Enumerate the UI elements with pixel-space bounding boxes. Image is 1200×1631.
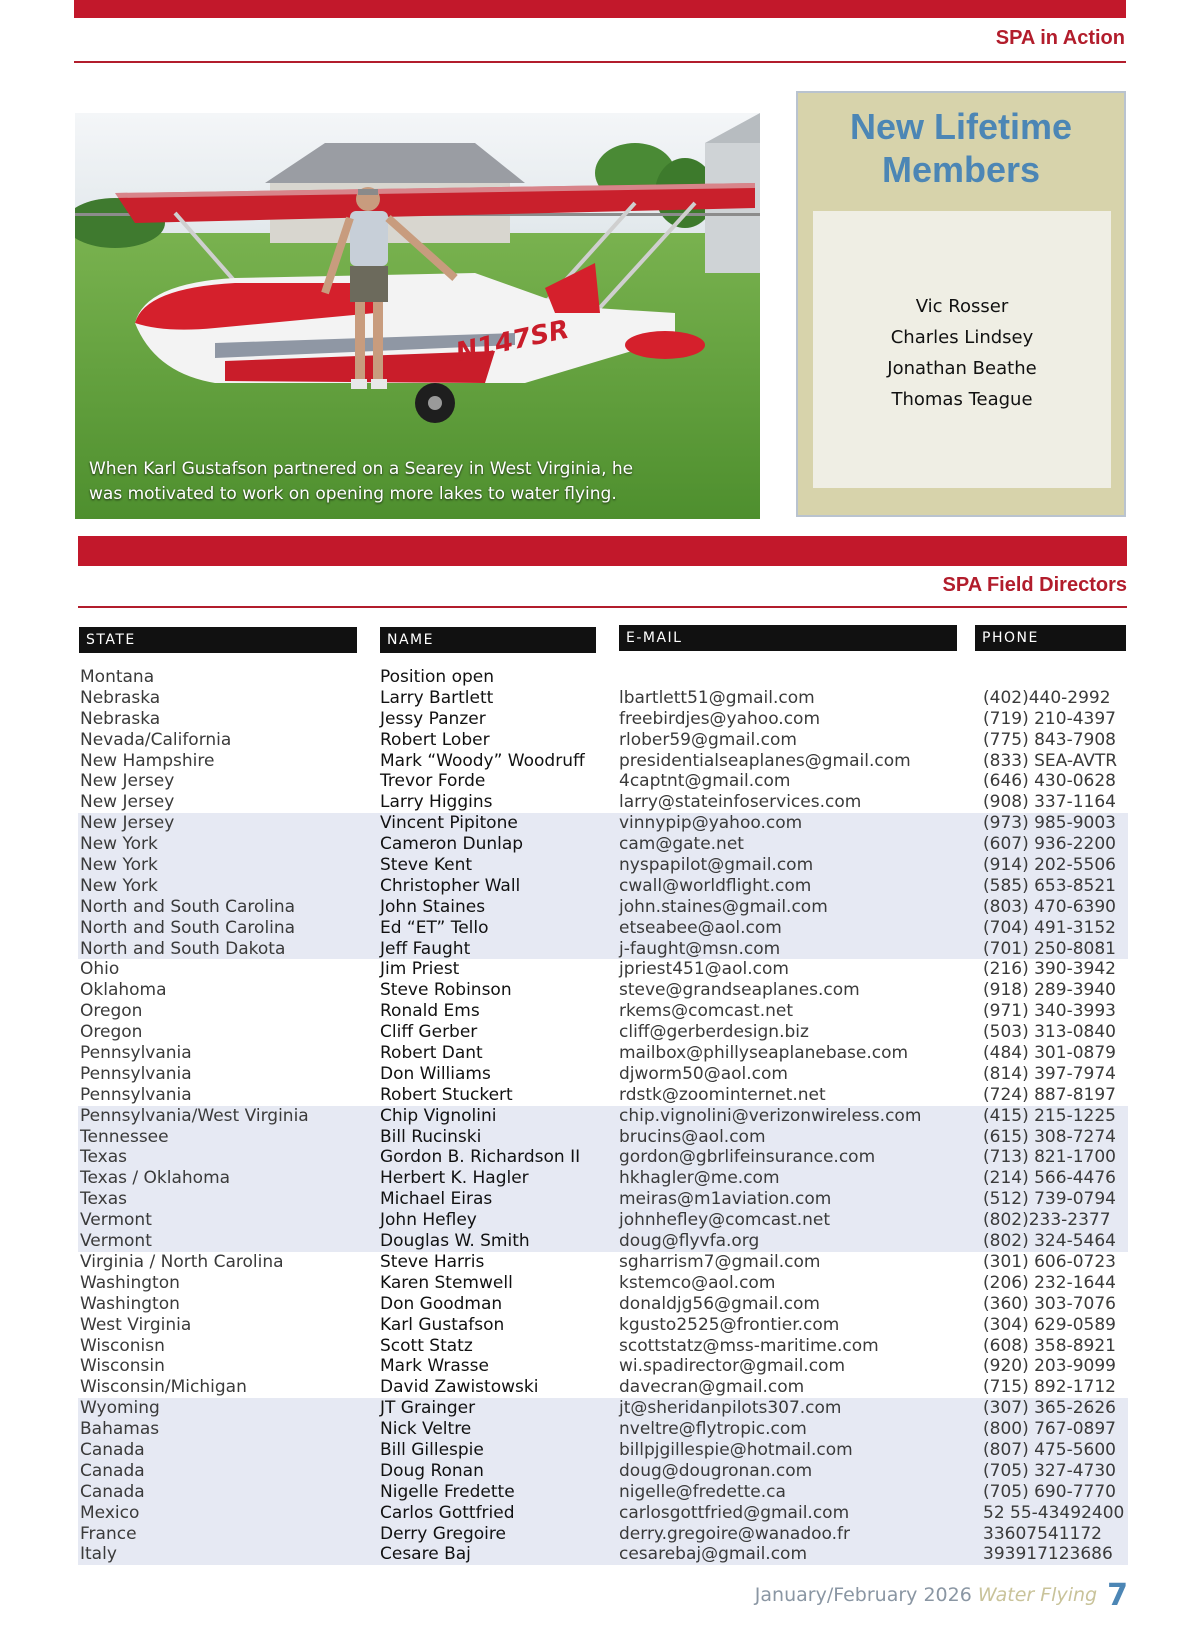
row-name: Douglas W. Smith bbox=[380, 1231, 530, 1252]
table-row bbox=[78, 1377, 1128, 1398]
lifetime-member: Jonathan Beathe bbox=[887, 358, 1037, 379]
column-header-phone: PHONE bbox=[975, 625, 1126, 651]
row-name: Ed “ET” Tello bbox=[380, 917, 489, 938]
table-row bbox=[78, 1043, 1128, 1064]
row-name: Chip Vignolini bbox=[380, 1105, 497, 1126]
row-email: sgharrism7@gmail.com bbox=[619, 1251, 821, 1272]
row-email: gordon@gbrlifeinsurance.com bbox=[619, 1147, 876, 1168]
row-email: cliff@gerberdesign.biz bbox=[619, 1022, 809, 1043]
row-email: brucins@aol.com bbox=[619, 1126, 766, 1147]
row-name: Bill Rucinski bbox=[380, 1126, 482, 1147]
row-state: Oregon bbox=[80, 1022, 143, 1043]
table-row bbox=[78, 980, 1128, 1001]
row-state: Tennessee bbox=[80, 1126, 169, 1147]
row-state: Texas bbox=[80, 1189, 127, 1210]
directors-rule bbox=[78, 606, 1127, 608]
row-name: Larry Bartlett bbox=[380, 687, 494, 708]
row-name: Robert Dant bbox=[380, 1043, 483, 1064]
row-state: Italy bbox=[80, 1544, 117, 1565]
row-state: New Jersey bbox=[80, 771, 175, 792]
row-email: jpriest451@aol.com bbox=[619, 959, 789, 980]
row-state: Texas / Oklahoma bbox=[80, 1168, 231, 1189]
row-phone: (585) 653-8521 bbox=[983, 875, 1116, 896]
section-title-field-directors: SPA Field Directors bbox=[942, 574, 1127, 596]
row-name: Robert Lober bbox=[380, 729, 490, 750]
row-state: Vermont bbox=[80, 1210, 152, 1231]
table-row bbox=[78, 1085, 1128, 1106]
table-row bbox=[78, 897, 1128, 918]
table-row bbox=[78, 939, 1128, 960]
row-email: rkems@comcast.net bbox=[619, 1001, 794, 1022]
row-phone: (803) 470-6390 bbox=[983, 896, 1116, 917]
row-name: Karl Gustafson bbox=[380, 1314, 505, 1335]
table-row bbox=[78, 1231, 1128, 1252]
row-name: Mark “Woody” Woodruff bbox=[380, 750, 585, 771]
row-phone: (206) 232-1644 bbox=[983, 1272, 1116, 1293]
header-rule bbox=[74, 61, 1126, 63]
row-name: Robert Stuckert bbox=[380, 1084, 513, 1105]
row-name: Don Goodman bbox=[380, 1293, 503, 1314]
table-row bbox=[78, 1524, 1128, 1545]
table-row bbox=[78, 1461, 1128, 1482]
row-phone: (503) 313-0840 bbox=[983, 1022, 1116, 1043]
row-state: West Virginia bbox=[80, 1314, 192, 1335]
row-email: cwall@worldflight.com bbox=[619, 875, 812, 896]
row-name: Carlos Gottfried bbox=[380, 1502, 515, 1523]
row-phone: (918) 289-3940 bbox=[983, 980, 1116, 1001]
row-email: doug@flyvfa.org bbox=[619, 1231, 760, 1252]
row-state: France bbox=[80, 1523, 137, 1544]
row-name: JT Grainger bbox=[380, 1398, 476, 1419]
row-state: Pennsylvania bbox=[80, 1084, 192, 1105]
row-state: Canada bbox=[80, 1460, 145, 1481]
row-state: Nebraska bbox=[80, 708, 161, 729]
row-name: Christopher Wall bbox=[380, 875, 521, 896]
row-phone: (615) 308-7274 bbox=[983, 1126, 1116, 1147]
table-row bbox=[78, 730, 1128, 751]
row-email: chip.vignolini@verizonwireless.com bbox=[619, 1105, 922, 1126]
table-row bbox=[78, 834, 1128, 855]
table-row bbox=[78, 667, 1128, 688]
row-email: kgusto2525@frontier.com bbox=[619, 1314, 840, 1335]
section-title-spa-in-action: SPA in Action bbox=[995, 27, 1125, 49]
table-row bbox=[78, 1147, 1128, 1168]
row-email: meiras@m1aviation.com bbox=[619, 1189, 832, 1210]
row-state: New Hampshire bbox=[80, 750, 215, 771]
table-row bbox=[78, 1356, 1128, 1377]
row-email: wi.spadirector@gmail.com bbox=[619, 1356, 846, 1377]
row-name: Derry Gregoire bbox=[380, 1523, 506, 1544]
row-email: etseabee@aol.com bbox=[619, 917, 782, 938]
table-row bbox=[78, 688, 1128, 709]
row-name: Karen Stemwell bbox=[380, 1272, 513, 1293]
row-name: Position open bbox=[380, 667, 495, 687]
table-row bbox=[78, 1022, 1128, 1043]
row-name: Steve Kent bbox=[380, 855, 473, 876]
lifetime-members-list bbox=[813, 291, 1111, 415]
row-phone: (484) 301-0879 bbox=[983, 1043, 1116, 1064]
row-name: Scott Statz bbox=[380, 1335, 473, 1356]
row-name: Vincent Pipitone bbox=[380, 813, 518, 834]
row-name: Larry Higgins bbox=[380, 792, 493, 813]
column-header-state: STATE bbox=[79, 627, 357, 653]
lifetime-member: Vic Rosser bbox=[915, 296, 1009, 317]
row-email: rdstk@zoominternet.net bbox=[619, 1084, 826, 1105]
row-phone: (713) 821-1700 bbox=[983, 1147, 1116, 1168]
table-row bbox=[78, 1294, 1128, 1315]
row-state: Montana bbox=[80, 667, 155, 687]
row-email: vinnypip@yahoo.com bbox=[619, 813, 803, 834]
lifetime-member: Charles Lindsey bbox=[890, 327, 1034, 348]
row-state: North and South Carolina bbox=[80, 917, 296, 938]
row-email: donaldjg56@gmail.com bbox=[619, 1293, 820, 1314]
row-email: johnhefley@comcast.net bbox=[619, 1210, 831, 1231]
row-state: Mexico bbox=[80, 1502, 140, 1523]
row-state: Vermont bbox=[80, 1231, 152, 1252]
row-state: Bahamas bbox=[80, 1419, 160, 1440]
row-email: steve@grandseaplanes.com bbox=[619, 980, 860, 1001]
row-name: Don Williams bbox=[380, 1063, 491, 1084]
row-name: Jim Priest bbox=[380, 959, 460, 980]
row-phone: (807) 475-5600 bbox=[983, 1439, 1116, 1460]
row-name: Bill Gillespie bbox=[380, 1439, 484, 1460]
table-row bbox=[78, 792, 1128, 813]
row-phone: (833) SEA-AVTR bbox=[983, 750, 1118, 771]
row-email: lbartlett51@gmail.com bbox=[619, 687, 815, 708]
row-phone: (214) 566-4476 bbox=[983, 1168, 1116, 1189]
table-row bbox=[78, 1127, 1128, 1148]
table-row bbox=[78, 709, 1128, 730]
row-state: New Jersey bbox=[80, 813, 175, 834]
row-state: New York bbox=[80, 875, 158, 896]
footer-issue: January/February 2026 bbox=[754, 1584, 972, 1606]
lifetime-member: Thomas Teague bbox=[891, 389, 1033, 410]
row-name: Steve Robinson bbox=[380, 980, 512, 1001]
row-phone: (971) 340-3993 bbox=[983, 1001, 1116, 1022]
row-phone: (719) 210-4397 bbox=[983, 708, 1116, 729]
row-name: Cliff Gerber bbox=[380, 1022, 478, 1043]
row-name: Ronald Ems bbox=[380, 1001, 480, 1022]
row-state: New York bbox=[80, 834, 158, 855]
row-phone: (307) 365-2626 bbox=[983, 1398, 1116, 1419]
row-name: Jessy Panzer bbox=[380, 708, 486, 729]
row-state: Pennsylvania bbox=[80, 1063, 192, 1084]
table-row bbox=[78, 876, 1128, 897]
row-name: John Hefley bbox=[380, 1210, 477, 1231]
row-phone: (701) 250-8081 bbox=[983, 938, 1116, 959]
lifetime-members-panel bbox=[813, 211, 1111, 488]
row-name: Trevor Forde bbox=[380, 771, 486, 792]
row-name: John Staines bbox=[380, 896, 486, 917]
row-phone: 52 55-43492400 bbox=[983, 1502, 1125, 1523]
table-row bbox=[78, 855, 1128, 876]
page-footer bbox=[755, 1578, 1128, 1613]
row-state: New York bbox=[80, 855, 158, 876]
row-email: kstemco@aol.com bbox=[619, 1272, 776, 1293]
row-name: Doug Ronan bbox=[380, 1460, 484, 1481]
table-row bbox=[78, 1106, 1128, 1127]
table-row bbox=[78, 813, 1128, 834]
table-row bbox=[78, 771, 1128, 792]
row-name: Nigelle Fredette bbox=[380, 1481, 515, 1502]
row-email: scottstatz@mss-maritime.com bbox=[619, 1335, 879, 1356]
row-phone: (646) 430-0628 bbox=[983, 771, 1116, 792]
row-phone: (360) 303-7076 bbox=[983, 1293, 1116, 1314]
row-email: nveltre@flytropic.com bbox=[619, 1419, 807, 1440]
row-email: rlober59@gmail.com bbox=[619, 729, 797, 750]
row-phone: (908) 337-1164 bbox=[983, 792, 1116, 813]
row-state: Wisconisn bbox=[80, 1335, 165, 1356]
row-phone: (216) 390-3942 bbox=[983, 959, 1116, 980]
table-row bbox=[78, 1419, 1128, 1440]
table-row bbox=[78, 1315, 1128, 1336]
table-row bbox=[78, 959, 1128, 980]
row-phone: (402)440-2992 bbox=[983, 687, 1111, 708]
row-state: Oregon bbox=[80, 1001, 143, 1022]
row-state: Pennsylvania bbox=[80, 1043, 192, 1064]
row-state: Nebraska bbox=[80, 687, 161, 708]
row-phone: (607) 936-2200 bbox=[983, 834, 1116, 855]
row-phone: (705) 327-4730 bbox=[983, 1460, 1116, 1481]
row-phone: (775) 843-7908 bbox=[983, 729, 1116, 750]
row-state: Nevada/California bbox=[80, 729, 232, 750]
row-state: New Jersey bbox=[80, 792, 175, 813]
row-phone: (920) 203-9099 bbox=[983, 1356, 1116, 1377]
directors-red-bar bbox=[78, 536, 1127, 566]
row-phone: (704) 491-3152 bbox=[983, 917, 1116, 938]
row-state: Ohio bbox=[80, 959, 120, 980]
table-row bbox=[78, 1440, 1128, 1461]
table-row bbox=[78, 1252, 1128, 1273]
row-phone: 393917123686 bbox=[983, 1544, 1113, 1565]
row-state: North and South Dakota bbox=[80, 938, 286, 959]
row-name: David Zawistowski bbox=[380, 1377, 539, 1398]
table-row bbox=[78, 1482, 1128, 1503]
row-name: Gordon B. Richardson II bbox=[380, 1147, 581, 1168]
row-name: Mark Wrasse bbox=[380, 1356, 489, 1377]
feature-photo bbox=[75, 113, 760, 519]
row-email: j-faught@msn.com bbox=[619, 938, 781, 959]
row-email: carlosgottfried@gmail.com bbox=[619, 1502, 850, 1523]
row-state: Canada bbox=[80, 1439, 145, 1460]
row-state: Wisconsin bbox=[80, 1356, 165, 1377]
row-state: Texas bbox=[80, 1147, 127, 1168]
row-phone: (715) 892-1712 bbox=[983, 1377, 1116, 1398]
footer-magazine: Water Flying bbox=[977, 1584, 1098, 1606]
photo-caption: When Karl Gustafson partnered on a Searey in West Virginia, he was motivated to work on opening more lakes to water flying. bbox=[89, 459, 634, 504]
row-phone: (301) 606-0723 bbox=[983, 1251, 1116, 1272]
table-row bbox=[78, 1001, 1128, 1022]
column-header-name: NAME bbox=[380, 627, 596, 653]
row-phone: (973) 985-9003 bbox=[983, 813, 1116, 834]
row-name: Cameron Dunlap bbox=[380, 834, 524, 855]
row-phone: 33607541172 bbox=[983, 1523, 1102, 1544]
row-state: Wyoming bbox=[80, 1398, 160, 1419]
row-name: Nick Veltre bbox=[380, 1419, 472, 1440]
row-phone: (512) 739-0794 bbox=[983, 1189, 1116, 1210]
row-email: nigelle@fredette.ca bbox=[619, 1481, 786, 1502]
row-state: Wisconsin/Michigan bbox=[80, 1377, 247, 1398]
row-email: cam@gate.net bbox=[619, 834, 744, 855]
row-state: Canada bbox=[80, 1481, 145, 1502]
column-header-email: E-MAIL bbox=[619, 625, 957, 651]
row-state: Washington bbox=[80, 1272, 180, 1293]
row-email: nyspapilot@gmail.com bbox=[619, 855, 814, 876]
row-email: billpjgillespie@hotmail.com bbox=[619, 1439, 853, 1460]
row-email: hkhagler@me.com bbox=[619, 1168, 780, 1189]
row-phone: (802) 324-5464 bbox=[983, 1231, 1116, 1252]
row-email: larry@stateinfoservices.com bbox=[619, 792, 862, 813]
table-row bbox=[78, 1503, 1128, 1524]
table-row bbox=[78, 1544, 1128, 1565]
row-phone: (304) 629-0589 bbox=[983, 1314, 1116, 1335]
row-phone: (814) 397-7974 bbox=[983, 1063, 1116, 1084]
row-phone: (705) 690-7770 bbox=[983, 1481, 1116, 1502]
row-email: john.staines@gmail.com bbox=[619, 896, 828, 917]
row-state: Oklahoma bbox=[80, 980, 167, 1001]
row-email: doug@dougronan.com bbox=[619, 1460, 813, 1481]
page-number: 7 bbox=[1107, 1578, 1128, 1613]
row-email: djworm50@aol.com bbox=[619, 1063, 788, 1084]
table-row bbox=[78, 1273, 1128, 1294]
row-phone: (800) 767-0897 bbox=[983, 1419, 1116, 1440]
field-directors-table bbox=[78, 667, 1128, 1565]
row-state: Pennsylvania/West Virginia bbox=[80, 1105, 309, 1126]
table-row bbox=[78, 1210, 1128, 1231]
row-name: Michael Eiras bbox=[380, 1189, 493, 1210]
table-row bbox=[78, 918, 1128, 939]
table-row bbox=[78, 1064, 1128, 1085]
top-red-bar bbox=[74, 0, 1126, 18]
table-row bbox=[78, 1336, 1128, 1357]
row-state: Virginia / North Carolina bbox=[80, 1251, 284, 1272]
tail-number-label: N147SR bbox=[453, 314, 572, 368]
row-email: jt@sheridanpilots307.com bbox=[619, 1398, 842, 1419]
row-email: 4captnt@gmail.com bbox=[619, 771, 791, 792]
table-row bbox=[78, 1189, 1128, 1210]
row-phone: (415) 215-1225 bbox=[983, 1105, 1116, 1126]
row-email: davecran@gmail.com bbox=[619, 1377, 805, 1398]
row-name: Jeff Faught bbox=[380, 938, 471, 959]
new-lifetime-members-box bbox=[796, 91, 1126, 517]
row-phone: (724) 887-8197 bbox=[983, 1084, 1116, 1105]
row-email: derry.gregoire@wanadoo.fr bbox=[619, 1523, 851, 1544]
row-name: Herbert K. Hagler bbox=[380, 1168, 529, 1189]
row-email: presidentialseaplanes@gmail.com bbox=[619, 750, 911, 771]
row-state: North and South Carolina bbox=[80, 896, 296, 917]
row-email: cesarebaj@gmail.com bbox=[619, 1544, 808, 1565]
row-phone: (914) 202-5506 bbox=[983, 855, 1116, 876]
row-email: mailbox@phillyseaplanebase.com bbox=[619, 1043, 909, 1064]
row-email: freebirdjes@yahoo.com bbox=[619, 708, 821, 729]
lifetime-title: New Lifetime Members bbox=[849, 106, 1073, 190]
row-phone: (802)233-2377 bbox=[983, 1210, 1111, 1231]
table-row bbox=[78, 1168, 1128, 1189]
row-name: Steve Harris bbox=[380, 1251, 485, 1272]
row-name: Cesare Baj bbox=[380, 1544, 471, 1565]
row-phone: (608) 358-8921 bbox=[983, 1335, 1116, 1356]
table-row bbox=[78, 751, 1128, 772]
row-state: Washington bbox=[80, 1293, 180, 1314]
table-row bbox=[78, 1398, 1128, 1419]
